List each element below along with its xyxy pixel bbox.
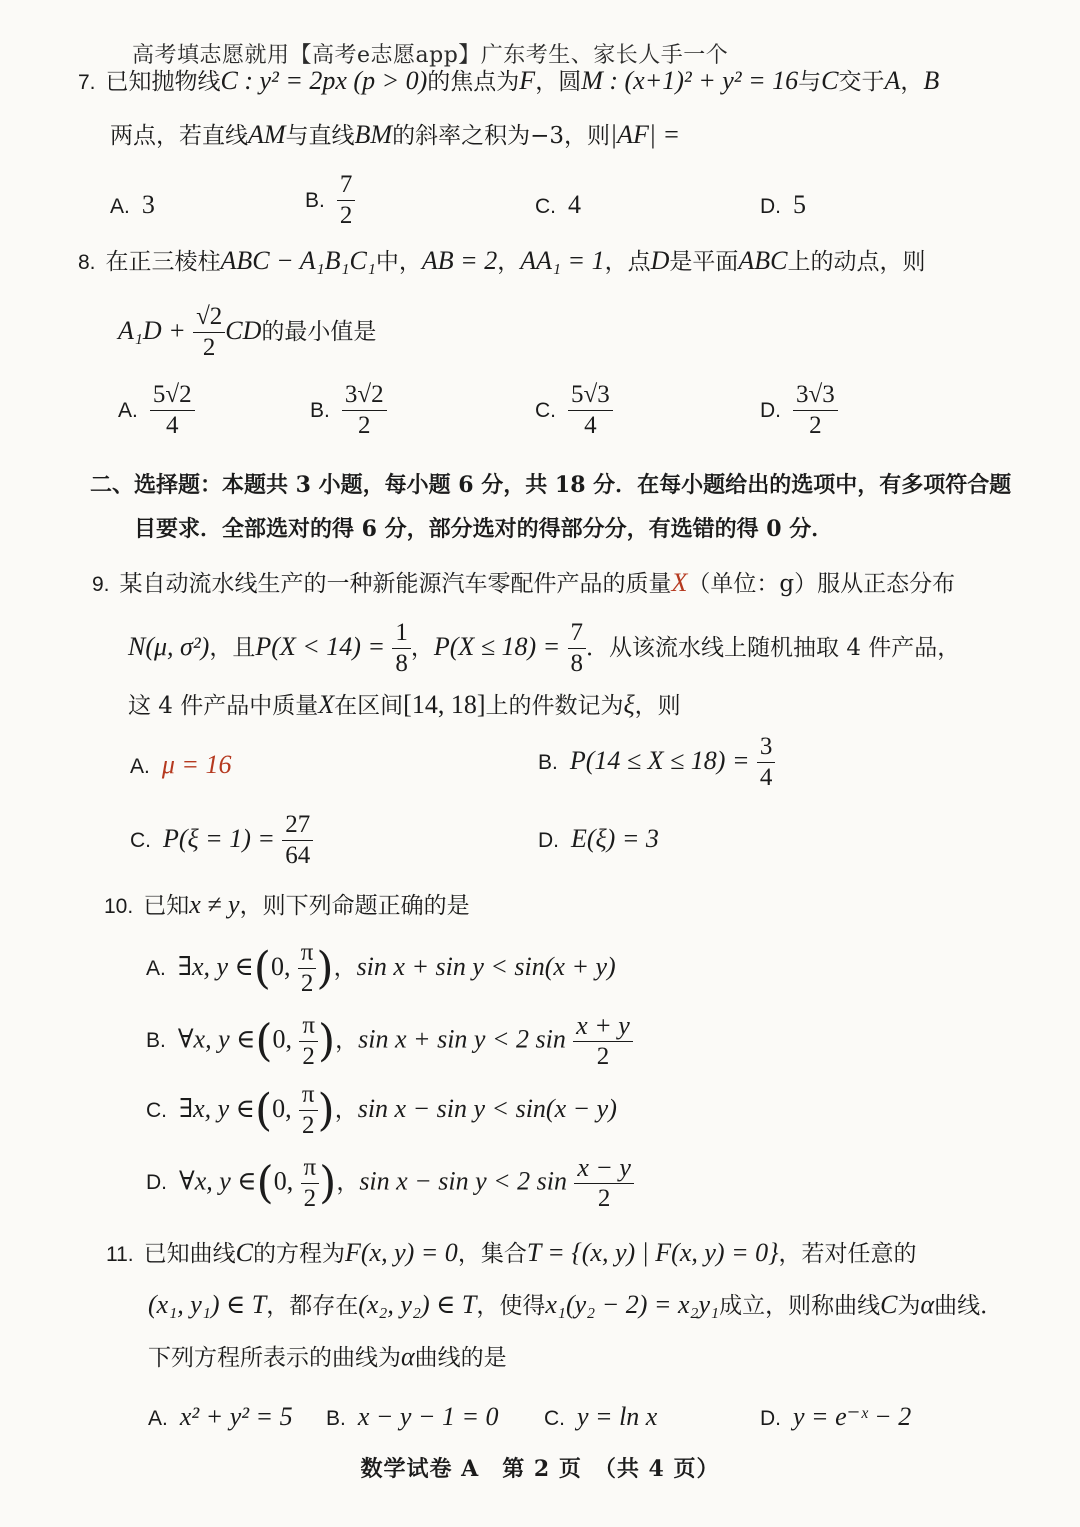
page-footer: 数学试卷 A 第 2 页 （共 4 页）: [360, 1456, 720, 1482]
q8-number: 8.: [78, 251, 96, 274]
q9-option-a: A. μ = 16: [130, 750, 232, 779]
q7-line1: 7. 已知抛物线C : y² = 2px (p > 0)的焦点为F，圆M : (x+1)² + y² = 16与C交于A，B: [78, 66, 940, 95]
q9-option-d: D. E(ξ) = 3: [538, 824, 659, 853]
q9-option-b: B. P(14 ≤ X ≤ 18) = $\frac{3}{4}$: [538, 734, 775, 792]
fraction: $\frac{1}{8}$: [392, 620, 411, 678]
fraction: $\frac{\pi}{2}$: [298, 940, 317, 998]
q7-option-a: A. 3: [110, 190, 155, 219]
q7-number: 7.: [78, 71, 96, 94]
q8-line1: 8. 在正三棱柱ABC − A₁B₁C₁中，AB = 2，AA₁ = 1，点D是平面ABC上的动点，则: [78, 246, 926, 275]
fraction: $\frac{3√2}{2}$: [342, 382, 387, 440]
fraction: $\frac{x + y}{2}$: [573, 1012, 633, 1071]
fraction: $\frac{27}{64}$: [282, 812, 313, 870]
q8-option-c: C. $\frac{5√3}{4}$: [535, 382, 613, 440]
q7-option-b: B. $\frac{7}{2}$: [305, 172, 355, 230]
fraction: $\frac{\pi}{2}$: [299, 1082, 318, 1140]
q11-option-d: D. y = e⁻ˣ − 2: [760, 1402, 912, 1431]
q10-line1: 10. 已知x ≠ y，则下列命题正确的是: [104, 890, 470, 919]
q11-line3: 下列方程所表示的曲线为α曲线的是: [148, 1342, 507, 1371]
q7-line2: 两点，若直线AM与直线BM的斜率之积为−3，则|AF| =: [110, 120, 681, 149]
q10-option-c: C. ∃x, y ∈(0, $\frac{\pi}{2}$ )，sin x − sin y < sin(x − y): [146, 1081, 617, 1140]
q8-option-b: B. $\frac{3√2}{2}$: [310, 382, 387, 440]
q11-option-b: B. x − y − 1 = 0: [326, 1402, 499, 1431]
q9-line3: 这 4 件产品中质量X在区间[14, 18]上的件数记为ξ，则: [128, 690, 681, 719]
q8-option-d: D. $\frac{3√3}{2}$: [760, 382, 838, 440]
q8-line2: A₁D + $\frac{√2}{2}$ CD的最小值是: [118, 303, 377, 362]
fraction: $\frac{7}{2}$: [337, 172, 356, 230]
section-2-heading: 二、选择题：本题共 3 小题，每小题 6 分，共 18 分．在每小题给出的选项中，有多项符合题: [90, 472, 1012, 498]
q10-option-a: A. ∃x, y ∈(0, $\frac{\pi}{2}$ )，sin x + sin y < sin(x + y): [146, 939, 616, 998]
fraction: $\frac{3}{4}$: [757, 734, 776, 792]
q11-option-a: A. x² + y² = 5: [148, 1402, 293, 1431]
banner-ad: 高考填志愿就用【高考e志愿app】广东考生、家长人手一个: [132, 43, 729, 68]
q7-option-c: C. 4: [535, 190, 581, 219]
fraction: $\frac{7}{8}$: [568, 620, 587, 678]
q10-option-d: D. ∀x, y ∈(0, $\frac{\pi}{2}$ )，sin x − sin y < 2 sin $\frac{x - y}{2}$: [146, 1154, 634, 1213]
q11-line2: (x₁, y₁) ∈ T，都存在(x₂, y₂) ∈ T，使得x₁(y₂ − 2) = x₂y₁成立，则称曲线C为α曲线．: [148, 1290, 1004, 1319]
fraction: $\frac{5√2}{4}$: [150, 382, 195, 440]
q11-option-c: C. y = ln x: [544, 1402, 658, 1431]
q9-option-c: C. P(ξ = 1) = $\frac{27}{64}$: [130, 812, 313, 870]
q10-number: 10.: [104, 895, 134, 918]
q8-option-a: A. $\frac{5√2}{4}$: [118, 382, 195, 440]
fraction: $\frac{√2}{2}$: [193, 304, 225, 362]
q11-number: 11.: [106, 1243, 134, 1266]
fraction: $\frac{3√3}{2}$: [793, 382, 838, 440]
q9-line1: 9. 某自动流水线生产的一种新能源汽车零配件产品的质量X（单位：g）服从正态分布: [92, 568, 956, 597]
fraction: $\frac{5√3}{4}$: [568, 382, 613, 440]
q7-option-d: D. 5: [760, 190, 806, 219]
q9-number: 9.: [92, 573, 110, 596]
fraction: $\frac{\pi}{2}$: [299, 1013, 318, 1071]
fraction: $\frac{x - y}{2}$: [574, 1154, 634, 1213]
fraction: $\frac{\pi}{2}$: [301, 1155, 320, 1213]
q11-line1: 11. 已知曲线C的方程为F(x, y) = 0，集合T = {(x, y) | F(x, y) = 0}，若对任意的: [106, 1238, 917, 1267]
section-2-heading-cont: 目要求．全部选对的得 6 分，部分选对的得部分分，有选错的得 0 分．: [134, 516, 834, 542]
q10-option-b: B. ∀x, y ∈(0, $\frac{\pi}{2}$ )，sin x + sin y < 2 sin $\frac{x + y}{2}$: [146, 1012, 633, 1071]
q9-line2: N(μ, σ²)，且P(X < 14) = $\frac{1}{8}$ ，P(X ≤ 18) = $\frac{7}{8}$ ．从该流水线上随机抽取 4 件产品，: [128, 619, 961, 678]
